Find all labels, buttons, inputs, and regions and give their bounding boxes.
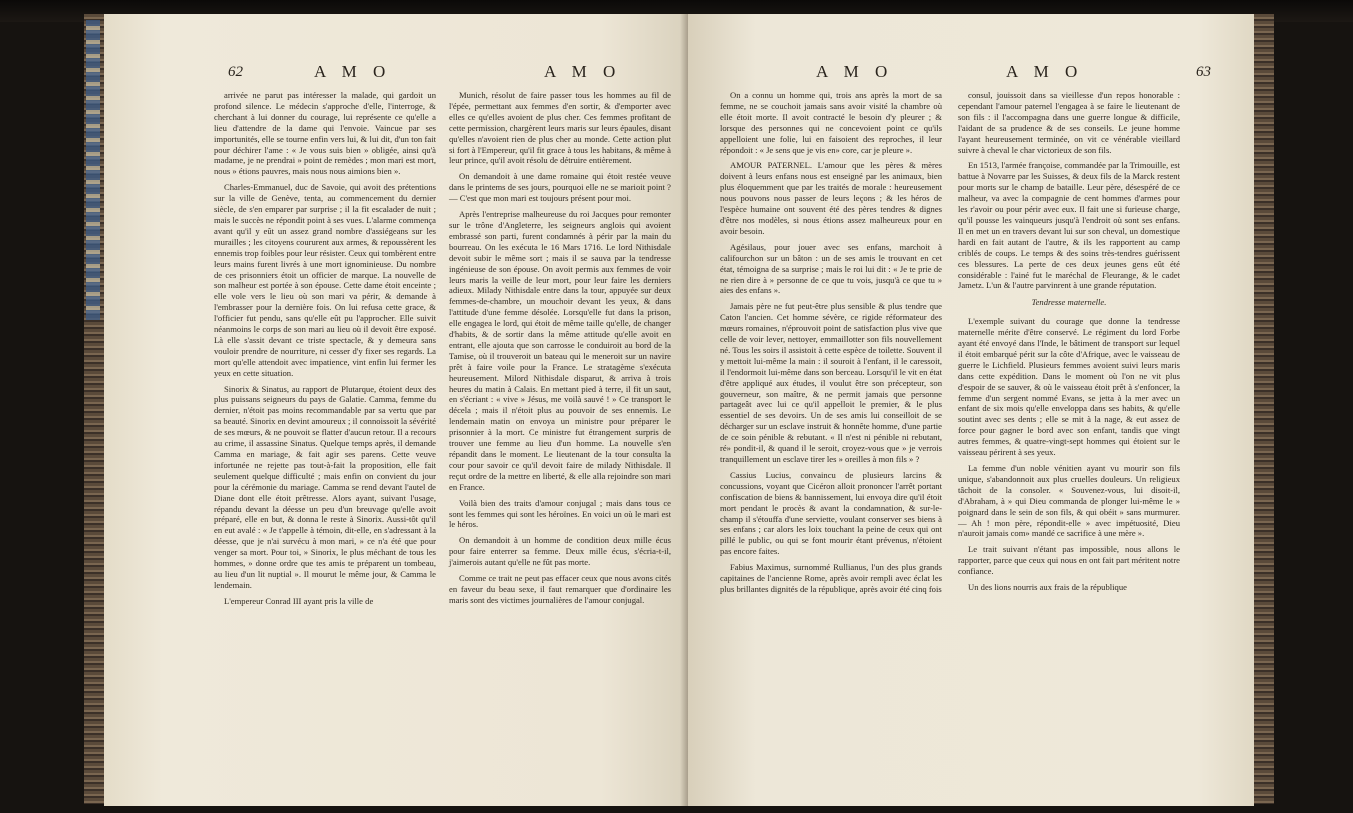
- paragraph: Voilà bien des traits d'amour conjugal ; mais dans tous ce sont les femmes qui sont les héroïnes. En voici un où le mari est le héros.: [449, 497, 671, 530]
- running-head-right-col2: A M O: [1006, 62, 1084, 81]
- paragraph: Fabius Maximus, surnommé Rullianus, l'un des plus grands capitaines de l'ancienne Rome, après avoir rempli avec éclat les plus brillantes dignités de la république, après avoir été cinq fois: [720, 562, 942, 594]
- paragraph: AMOUR PATERNEL. L'amour que les pères & mères doivent à leurs enfans nous est enseigné par les animaux, bien plus éloquemment que par les traités de morale : heureusement nous pouvons nous passer de leurs leçons ; & les héros de l'espèce humaine ont souvent été des pères tendres & dignes d'être nos modèles, si nous étions assez malheureux pour en avoir besoin.: [720, 160, 942, 236]
- paragraph: consul, jouissoit dans sa vieillesse d'un repos honorable : cependant l'amour paternel l'engagea à se faire le lieutenant de son fils : il l'accompagna dans une guerre longue & difficile, l'aidant de sa prudence & de ses conseils. Le jeune homme l'ayant heureusement terminée, on vit ce vénérable vieillard suivre à cheval le char victorieux de son fils.: [958, 90, 1180, 155]
- paragraph: En 1513, l'armée françoise, commandée par la Trimouille, est battue à Novarre par les Suisses, & deux fils de la Marck restent pour morts sur le champ de bataille. Leur père, désespéré de ce malheur, va avec la compagnie de cent hommes d'armes pour les r'avoir ou pour périr avec eux. Il fait une si furieuse charge, qu'il pousse les vainqueurs jusqu'à l'endroit où sont ses enfans. Il en met un en travers devant lui sur son cheval, un domestique hardi en fait autant de l'autre, & ils les rapportent au camp criblés de coups. Le temps & des soins très-tendres guérissent ces blessures. La perte de ces deux jeunes gens eût été considérable : l'ainé fut le maréchal de Fleurange, & le cadet Jametz. L'un & l'autre parvinrent à une grande réputation.: [958, 160, 1180, 291]
- running-head-right-col1: A M O: [816, 62, 894, 81]
- paragraph: Un des lions nourris aux frais de la république: [968, 582, 1127, 593]
- paragraph: Munich, résolut de faire passer tous les hommes au fil de l'épée, permettant aux femmes d'en sortir, & d'emporter avec elles ce qu'elles avoient de plus cher. Ces femmes profitant de cette permission, chargèrent leurs maris sur leurs épaules, disant qu'elles n'avoient rien de plus cher au monde. Cette action plut si fort à l'Empereur, qu'il fit grace à tous les habitans, & même à leur prince, qu'il avoit résolu de détruire entièrement.: [449, 90, 671, 166]
- paragraph: On demandoit à une dame romaine qui étoit restée veuve dans le printems de ses jours, pourquoi elle ne se marioit point ? — C'est que mon mari est toujours présent pour moi.: [449, 171, 671, 204]
- running-head-left-col2: A M O: [544, 62, 622, 81]
- paragraph: Cassius Lucius, convaincu de plusieurs larcins & concussions, voyant que Cicéron alloit prononcer l'arrêt portant confiscation de biens & bannissement, lui envoya dire qu'il étoit mort pendant le procès & avant la condamnation, & sur-le-champ il s'étouffa d'une serviette, voulant conserver ses biens à ses enfans ; car alors les loix touchant la peine de ceux qui ont pillé le public, ou qui se font mourir étant prévenus, n'étoient pas encore faites.: [720, 469, 942, 557]
- left-page: [104, 14, 688, 806]
- right-page-column-2: [958, 90, 1180, 598]
- paragraph: Jamais père ne fut peut-être plus sensible & plus tendre que Caton l'ancien. Cet homme sévère, ce rigide réformateur des mœurs romaines, n'éprouvoit point de satisfaction plus vive que celle de voir lever, nettoyer, emmaillotter son fils nouvellement né. Tous les soirs il assistoit à cette espèce de toilette. Souvent il y mettoit lui-même la main : il souroit à l'enfant, il le caressoit, il l'endormoit lui-même dans son berceau. Lorsqu'il le vit en état d'être appliqué aux études, il voulut être son précepteur, son gouverneur, son maître, & ne permit jamais que personne partageât avec lui ce qu'il appelloit le premier, & le plus essentiel de ses devoirs. Un de ses amis lui conseilloit de se décharger sur un esclave instruit & honnête homme, d'une partie de ce soin pénible & rebutant. « Il n'est ni pénible ni rebutant, ré» pondit-il, & quand il le seroit, croyez-vous que » je verrois tranquillement un esclave tirer les » oreilles à mon fils » ?: [720, 301, 942, 464]
- paragraph: Charles-Emmanuel, duc de Savoie, qui avoit des prétentions sur la ville de Genève, tenta, au commencement du dernier siècle, de s'en emparer par surprise ; il la fit escalader de nuit ; mais le succès ne répondit point à ses vues. L'alarme commença avant qu'il y eût un assez grand nombre d'assiégeans sur les murailles ; les citoyens coururent aux armes, & repoussèrent les ennemis trop foibles pour leur résister. Ceux qui tombèrent entre leurs mains furent livrés à une mort ignominieuse. Du nombre de ces prisonniers étoit un officier de marque. La nouvelle de son malheur est portée à son épouse. Cette dame étoit enceinte ; elle vole vers le lieu où son mari va périr, & demande à l'embrasser pour la dernière fois. On lui refusa cette grace, & l'officier fut pendu, sans qu'elle eût pu l'approcher. Elle suivit néanmoins le corps de son mari au lieu où il devoit être exposé. Là elle s'assit devant ce triste spectacle, & y demeura sans vouloir prendre de nourriture, ni cesser d'y fixer ses regards. La mort qu'elle attendoit avec impatience, vint enfin lui fermer les yeux en cette situation.: [214, 182, 436, 378]
- page-number-right: 63: [1196, 64, 1211, 80]
- paragraph: Sinorix & Sinatus, au rapport de Plutarque, étoient deux des plus puissans seigneurs du pays de Galatie. Camma, femme du dernier, n'étoit pas moins recommandable par sa vertu que par sa beauté. Sinorix en devint amoureux ; il connoissoit la sévérité de ses mœurs, & ne pouvoit se flatter d'aucun retour. Il a recours au crime, il assassine Sinatus. Quelque temps après, il demande Camma en mariage, & fait agir ses parens. Cette veuve infortunée ne rejette pas tout-à-fait la proposition, elle fait seulement quelque difficulté ; mais enfin on convient du jour pour la cérémonie du mariage. Camma se rend devant l'autel de Diane dont elle étoit prêtresse. Alors ayant, suivant l'usage, répandu devant la déesse un peu d'un breuvage qu'elle avoit préparé, elle en but, & donna le reste à Sinorix. Aussi-tôt qu'il en eut avalé : « Je t'appelle à témoin, dit-elle, en s'adressant à la déesse, que je n'ai survécu à mon mari, » ce n'a été que pour venger sa mort. Pour toi, » Sinorix, le plus méchant de tous les hommes, » donne ordre que tes amis te préparent un tombeau, au lieu d'un lit nuptial ». Il mourut le même jour, & Camma le lendemain.: [214, 383, 436, 590]
- paragraph: L'empereur Conrad III ayant pris la ville de: [224, 595, 374, 606]
- left-page-column-1: [214, 90, 436, 612]
- paragraph: Comme ce trait ne peut pas effacer ceux que nous avons cités en faveur du beau sexe, il faut remarquer que d'ordinaire les maris sont des victimes journalières de l'amour conjugal.: [449, 573, 671, 605]
- blue-bookmark-strip: [86, 20, 100, 320]
- paragraph: Agésilaus, pour jouer avec ses enfans, marchoit à califourchon sur un bâton : un de ses amis le trouvant en cet état, témoigna de sa surprise ; mais le roi lui dit : « Je te prie de ne rien dire à » personne de ce que tu vois, jusqu'à ce que tu » aies des enfans ».: [720, 241, 942, 296]
- running-head-left-col1: A M O: [314, 62, 392, 81]
- section-heading: Tendresse maternelle.: [1031, 297, 1107, 308]
- page-number-left: 62: [228, 64, 243, 80]
- paragraph: Après l'entreprise malheureuse du roi Jacques pour remonter sur le trône d'Angleterre, les seigneurs anglois qui avoient embrassé son parti, furent condamnés à périr par la main du bourreau. On les exécuta le 16 Mars 1716. Le lord Nithisdale devoit subir le même sort ; mais il se sauva par la tendresse ingénieuse de son épouse. On avoit permis aux femmes de voir leurs maris la veille de leur mort, pour leur faire les derniers adieux. Milady Nithisdale entre dans la tour, appuyée sur deux femmes-de-chambre, un mouchoir devant les yeux, & dans l'attitude d'une femme désolée. Lorsqu'elle fut dans la prison, elle engagea le lord, qui étoit de même taille qu'elle, de changer d'habits, & de sortir dans la même attitude qu'elle avoit en entrant, elle ajouta que son carrosse le conduiroit au bord de la Tamise, où il trouveroit un bateau qui le meneroit sur un navire prêt à faire voile pour la France. Le stratagème s'exécuta heureusement. Milord Nithisdale disparut, & arriva à trois heures du matin à Calais. En mettant pied à terre, il fit un saut, en s'écriant : « vive » Jésus, me voilà sauvé ! » Ce transport le décela ; mais il n'étoit plus au pouvoir de ses ennemis. Le lendemain matin on envoya un ministre pour préparer le prisonnier à la mort. Ce ministre fut étrangement surpris de trouver une femme au lieu d'un homme. La nouvelle s'en répandit dans le moment. Le lieutenant de la tour consulta la cour pour savoir ce qu'il devoit faire de milady Nithisdale. Il reçut ordre de la mettre en liberté, & elle alla rejoindre son mari en France.: [449, 209, 671, 492]
- right-page-column-1: [720, 90, 942, 600]
- paragraph: Le trait suivant n'étant pas impossible, nous allons le rapporter, parce que ceux qui nous en ont fait part méritent notre confiance.: [958, 544, 1180, 577]
- paragraph: arrivée ne parut pas intéresser la malade, qui gardoit un profond silence. Le médecin s'approche d'elle, l'interroge, & cherchant à lui donner du courage, lui représente ce qu'elle a lieu d'attendre de la dame qui l'envoie. Vaincue par ses importunités, elle se tourne enfin vers lui, & lui dit, d'un ton fait pour déchirer l'ame : « Je vous suis bien » obligée, ainsi qu'à madame, je ne prendrai » point de remèdes ; mon mari est mort, nous » étions pauvres, mais nous nous aimions bien ».: [214, 90, 436, 177]
- right-page-edges: [1252, 14, 1274, 804]
- left-page-column-2: [449, 90, 671, 611]
- paragraph: On demandoit à un homme de condition deux mille écus pour faire enterrer sa femme. Deux mille écus, s'écria-t-il, j'aimerois autant qu'elle ne fût pas morte.: [449, 535, 671, 568]
- right-page: [688, 14, 1254, 806]
- paragraph: L'exemple suivant du courage que donne la tendresse maternelle mérite d'être conservé. Le régiment du lord Forbe ayant été envoyé dans l'Inde, le bâtiment de transport sur lequel il étoit embarqué périt sur la côte d'Afrique, avec le vaisseau de guerre le Lichfield. Plusieurs femmes avoient suivi leurs maris dans cette expédition. Dans le moment où l'on ne vit plus d'espoir de se sauver, & où le vaisseau étoit prêt à s'enfoncer, la femme d'un sergent nommé Evans, se jetta à la mer avec un enfant de six mois qu'elle enveloppa dans ses habits, & qu'elle soutint avec ses dents ; elle se mit à la nage, & eut assez de force pour gagner le bord avec son enfant, tandis que vingt autres femmes, & quatre-vingt-sept hommes qui étoient sur le vaisseau périrent à ses yeux.: [958, 316, 1180, 458]
- paragraph: La femme d'un noble vénitien ayant vu mourir son fils unique, s'abandonnoit aux plus cruelles douleurs. Un religieux tâchoit de la consoler. « Souvenez-vous, lui disoit-il, d'Abraham, à » qui Dieu commanda de plonger lui-même le » poignard dans le sein de son fils, & qui obéit » sans murmurer. — Ah ! mon père, répondit-elle » avec impétuosité, Dieu n'auroit jamais com» mandé ce sacrifice à une mère ».: [958, 463, 1180, 539]
- paragraph: On a connu un homme qui, trois ans après la mort de sa femme, ne se couchoit jamais sans avoir visité la chambre où elle étoit morte. Il avoit contracté le besoin d'y pleurer ; & lorsque des personnes qui ne concevoient point ce qu'ils appelloient une folie, lui en faisoient des reproches, il leur répondoit : « Je sens que je vis en» core, car je pleure ».: [720, 90, 942, 155]
